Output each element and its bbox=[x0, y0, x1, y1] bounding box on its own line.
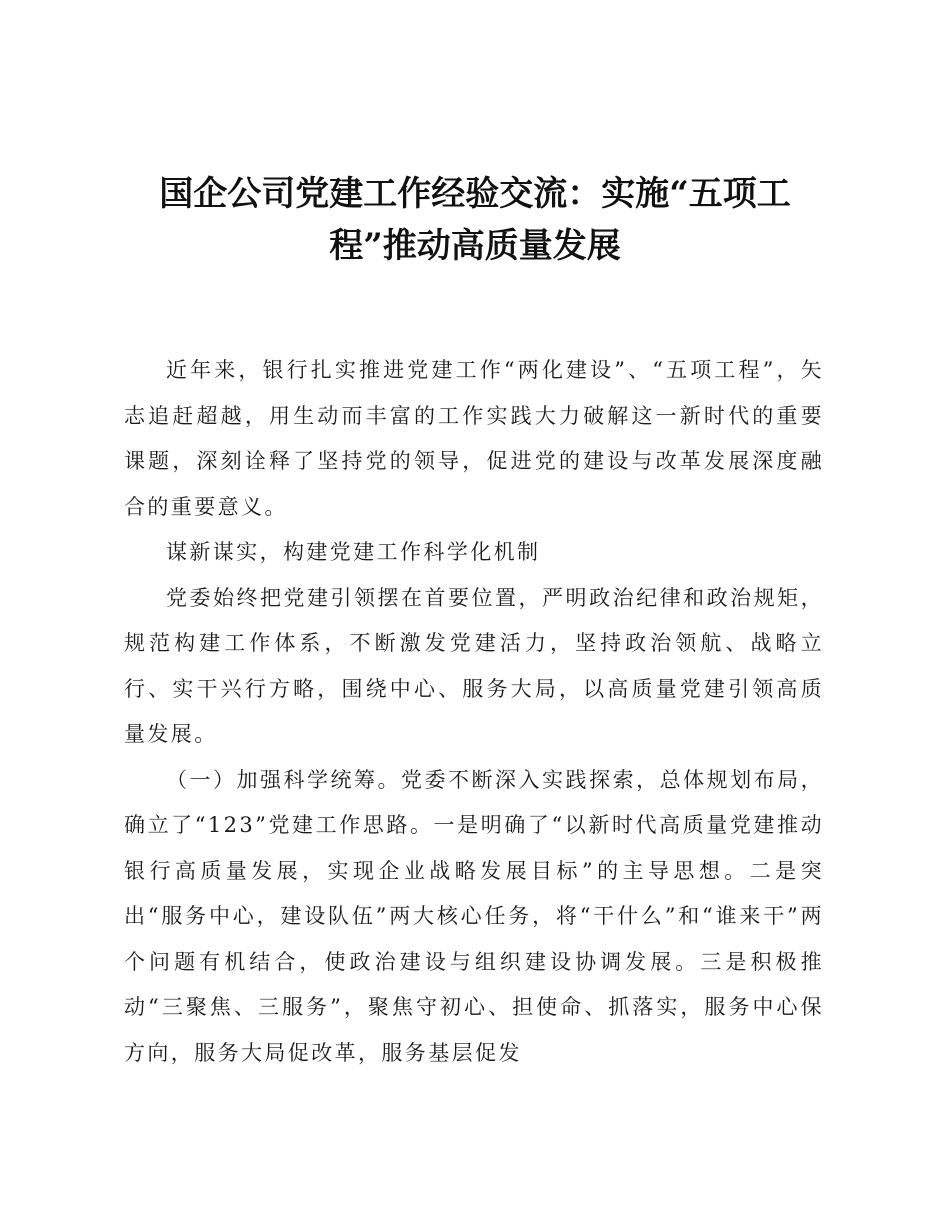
title-line-2: 程”推动高质量发展 bbox=[329, 226, 621, 266]
document-body bbox=[124, 348, 824, 1076]
document-title bbox=[120, 168, 830, 272]
paragraph-party-committee: 党委始终把党建引领摆在首要位置，严明政治纪律和政治规矩，规范构建工作体系，不断激发党建活力，坚持政治领航、战略立行、实干兴行方略，围绕中心、服务大局，以高质量党建引领高质量发展。 bbox=[124, 585, 824, 746]
title-line-1: 国企公司党建工作经验交流：实施“五项工 bbox=[159, 174, 791, 214]
paragraph-intro: 近年来，银行扎实推进党建工作“两化建设”、“五项工程”，矢志追赶超越，用生动而丰富的工作实践大力破解这一新时代的重要课题，深刻诠释了坚持党的领导，促进党的建设与改革发展深度融合的重要意义。 bbox=[124, 358, 824, 519]
paragraph-planning: （一）加强科学统筹。党委不断深入实践探索，总体规划布局，确立了“123”党建工作思路。一是明确了“以新时代高质量党建推动银行高质量发展，实现企业战略发展目标”的主导思想。二是突出“服务中心，建设队伍”两大核心任务，将“干什么”和“谁来干”两个问题有机结合，使政治建设与组织建设协调发展。三是积极推动“三聚焦、三服务”，聚焦守初心、担使命、抓落实，服务中心保方向，服务大局促改革，服务基层促发 bbox=[124, 767, 824, 1065]
section-heading: 谋新谋实，构建党建工作科学化机制 bbox=[166, 540, 541, 564]
